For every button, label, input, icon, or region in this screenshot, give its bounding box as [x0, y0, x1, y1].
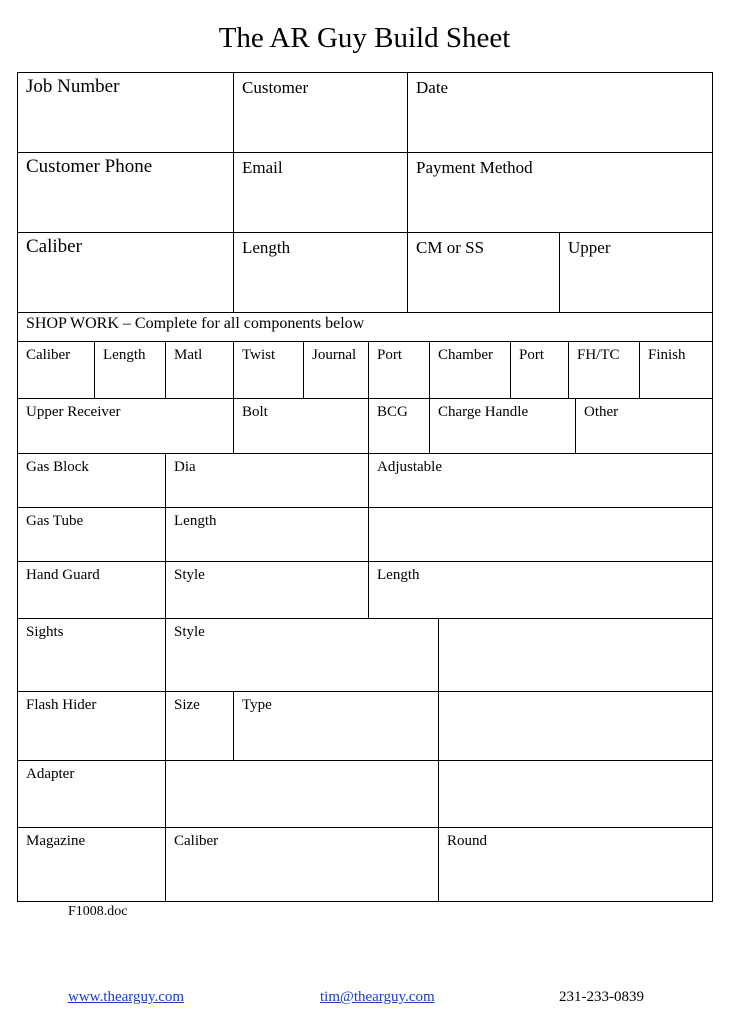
barrel-chamber-label: Chamber [438, 347, 493, 363]
hand-guard-length-label: Length [377, 567, 420, 583]
flash-hider-type-field[interactable] [233, 691, 439, 761]
magazine-caliber-field[interactable] [165, 827, 439, 902]
caliber-label: Caliber [26, 236, 82, 257]
magazine-field[interactable] [17, 827, 166, 902]
website-link[interactable]: www.thearguy.com [68, 989, 185, 1005]
barrel-port-label: Port [377, 347, 403, 363]
gas-tube-length-field[interactable] [165, 507, 369, 562]
barrel-journal-field[interactable] [303, 341, 369, 399]
bcg-label: BCG [377, 404, 408, 420]
magazine-caliber-label: Caliber [174, 833, 219, 849]
hand-guard-field[interactable] [17, 561, 166, 619]
flash-hider-extra-field[interactable] [438, 691, 713, 761]
sights-style-label: Style [174, 624, 205, 640]
upper-receiver-field[interactable] [17, 398, 234, 454]
barrel-caliber-label: Caliber [26, 347, 71, 363]
cm-or-ss-label: CM or SS [416, 238, 485, 257]
phone-number: 231-233-0839 [559, 989, 644, 1005]
shop-work-header [17, 312, 713, 342]
flash-hider-size-label: Size [174, 697, 200, 713]
barrel-length-label: Length [103, 347, 146, 363]
barrel-fh-tc-field[interactable] [568, 341, 640, 399]
job-number-label: Job Number [26, 76, 120, 97]
customer-phone-field[interactable] [17, 152, 234, 233]
sights-label: Sights [26, 624, 64, 640]
gas-block-dia-label: Dia [174, 459, 196, 475]
job-number-field[interactable] [17, 72, 234, 153]
barrel-twist-label: Twist [242, 347, 276, 363]
date-label: Date [416, 78, 449, 97]
flash-hider-type-label: Type [242, 697, 272, 713]
gas-tube-label: Gas Tube [26, 513, 84, 529]
gas-tube-length-label: Length [174, 513, 217, 529]
gas-block-dia-field[interactable] [165, 453, 369, 508]
barrel-finish-label: Finish [648, 347, 686, 363]
cm-or-ss-field[interactable] [407, 232, 560, 313]
adapter-extra-field[interactable] [438, 760, 713, 828]
gas-tube-extra-field[interactable] [368, 507, 713, 562]
barrel-port-2-label: Port [519, 347, 545, 363]
barrel-matl-field[interactable] [165, 341, 234, 399]
email-field[interactable] [233, 152, 408, 233]
hand-guard-label: Hand Guard [26, 567, 100, 583]
barrel-caliber-field[interactable] [17, 341, 95, 399]
barrel-chamber-field[interactable] [429, 341, 511, 399]
shop-work-label: SHOP WORK – Complete for all components below [26, 315, 365, 332]
customer-field[interactable] [233, 72, 408, 153]
gas-block-adjustable-label: Adjustable [377, 459, 442, 475]
barrel-twist-field[interactable] [233, 341, 304, 399]
barrel-port-2-field[interactable] [510, 341, 569, 399]
barrel-matl-label: Matl [174, 347, 203, 363]
upper-label: Upper [568, 238, 611, 257]
length-label: Length [242, 238, 291, 257]
barrel-finish-field[interactable] [639, 341, 713, 399]
document-id: F1008.doc [68, 904, 128, 919]
bcg-field[interactable] [368, 398, 430, 454]
length-field[interactable] [233, 232, 408, 313]
barrel-fh-tc-label: FH/TC [577, 347, 620, 363]
barrel-port-field[interactable] [368, 341, 430, 399]
charge-handle-label: Charge Handle [438, 404, 529, 420]
bolt-field[interactable] [233, 398, 369, 454]
flash-hider-label: Flash Hider [26, 697, 97, 713]
sights-extra-field[interactable] [438, 618, 713, 692]
payment-method-label: Payment Method [416, 158, 533, 177]
magazine-round-field[interactable] [438, 827, 713, 902]
bolt-label: Bolt [242, 404, 268, 420]
page-title: The AR Guy Build Sheet [218, 22, 511, 54]
gas-block-adjustable-field[interactable] [368, 453, 713, 508]
flash-hider-field[interactable] [17, 691, 166, 761]
hand-guard-style-field[interactable] [165, 561, 369, 619]
charge-handle-field[interactable] [429, 398, 576, 454]
upper-receiver-label: Upper Receiver [26, 404, 121, 420]
magazine-round-label: Round [447, 833, 488, 849]
customer-label: Customer [242, 78, 309, 97]
email-link[interactable]: tim@thearguy.com [320, 989, 435, 1005]
upper-field[interactable] [559, 232, 713, 313]
barrel-length-field[interactable] [94, 341, 166, 399]
customer-phone-label: Customer Phone [26, 156, 153, 177]
hand-guard-style-label: Style [174, 567, 205, 583]
gas-block-label: Gas Block [26, 459, 89, 475]
adapter-field[interactable] [17, 760, 166, 828]
caliber-field[interactable] [17, 232, 234, 313]
email-label: Email [242, 158, 283, 177]
other-label: Other [584, 404, 619, 420]
payment-method-field[interactable] [407, 152, 713, 233]
barrel-journal-label: Journal [312, 347, 357, 363]
flash-hider-size-field[interactable] [165, 691, 234, 761]
hand-guard-length-field[interactable] [368, 561, 713, 619]
date-field[interactable] [407, 72, 713, 153]
gas-block-field[interactable] [17, 453, 166, 508]
adapter-label: Adapter [26, 766, 75, 782]
sights-field[interactable] [17, 618, 166, 692]
adapter-middle-field[interactable] [165, 760, 439, 828]
gas-tube-field[interactable] [17, 507, 166, 562]
other-field[interactable] [575, 398, 713, 454]
sights-style-field[interactable] [165, 618, 439, 692]
magazine-label: Magazine [26, 833, 86, 849]
